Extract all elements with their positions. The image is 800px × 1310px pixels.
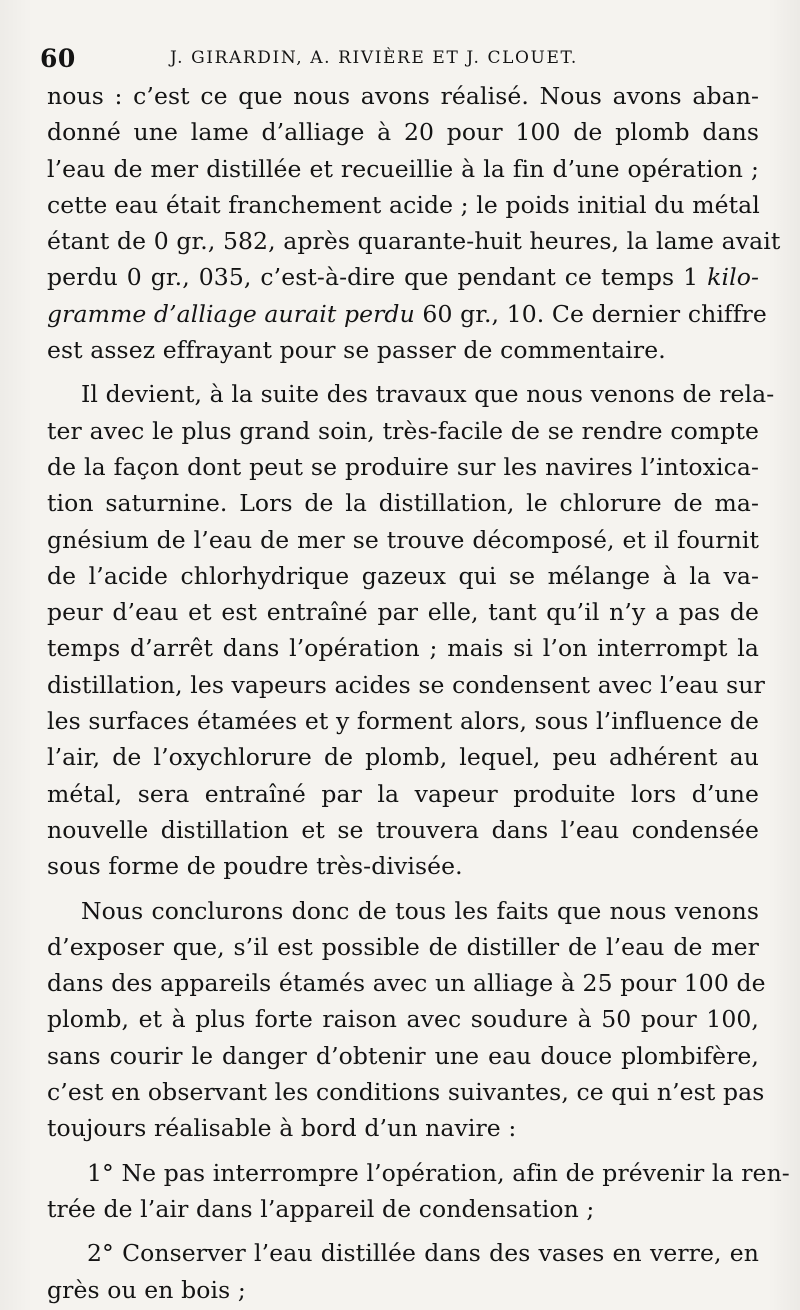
paragraph-3: [47, 893, 766, 1147]
text-line: perdu 0 gr., 035, c’est-à-dire que pendant ce temps 1 kilo-: [47, 263, 759, 292]
text-line: métal, sera entraîné par la vapeur produite lors d’une: [47, 779, 759, 808]
running-head-authors: J. GIRARDIN, A. RIVIÈRE ET J. CLOUET.: [170, 48, 578, 68]
text-line: de l’acide chlorhydrique gazeux qui se mélange à la va-: [47, 561, 759, 590]
text-line: Il devient, à la suite des travaux que nous venons de rela-: [81, 380, 775, 409]
text-line: ter avec le plus grand soin, très-facile de se rendre compte: [47, 416, 759, 445]
text-line: de la façon dont peut se produire sur les navires l’intoxica-: [47, 452, 759, 481]
text-line: temps d’arrêt dans l’opération ; mais si l’on interrompt la: [47, 634, 759, 663]
body-text: [47, 78, 790, 1308]
text-line: cette eau était franchement acide ; le poids initial du métal: [47, 190, 760, 219]
text-line: 2° Conserver l’eau distillée dans des vases en verre, en: [87, 1239, 759, 1268]
page-number: 60: [40, 44, 76, 73]
text-line: gramme d’alliage aurait perdu 60 gr., 10. Ce dernier chiffre: [47, 299, 767, 328]
text-line: 1° Ne pas interrompre l’opération, afin de prévenir la ren-: [87, 1158, 790, 1187]
text-line: trée de l’air dans l’appareil de condensation ;: [47, 1194, 595, 1223]
text-line: nous : c’est ce que nous avons réalisé. Nous avons aban-: [47, 82, 759, 110]
text-line: l’air, de l’oxychlorure de plomb, lequel, peu adhérent au: [47, 743, 759, 772]
text-line: c’est en observant les conditions suivantes, ce qui n’est pas: [47, 1078, 765, 1107]
text-line: grès ou en bois ;: [47, 1275, 246, 1304]
text-line: plomb, et à plus forte raison avec soudure à 50 pour 100,: [47, 1005, 759, 1034]
condition-item-2: [47, 1235, 759, 1308]
text-line: d’exposer que, s’il est possible de distiller de l’eau de mer: [47, 932, 759, 961]
text-line: étant de 0 gr., 582, après quarante-huit heures, la lame avait: [47, 227, 781, 256]
text-line: sous forme de poudre très-divisée.: [47, 852, 463, 881]
text-line: est assez effrayant pour se passer de commentaire.: [47, 336, 666, 365]
text-line: gnésium de l’eau de mer se trouve décomposé, et il fournit: [47, 525, 759, 554]
text-line: sans courir le danger d’obtenir une eau douce plombifère,: [47, 1041, 759, 1070]
paragraph-1: [47, 78, 781, 368]
text-line: toujours réalisable à bord d’un navire :: [47, 1114, 517, 1143]
text-line: tion saturnine. Lors de la distillation, le chlorure de ma-: [47, 489, 759, 518]
condition-item-1: [47, 1155, 790, 1228]
text-line: distillation, les vapeurs acides se condensent avec l’eau sur: [47, 670, 765, 699]
text-line: peur d’eau et est entraîné par elle, tant qu’il n’y a pas de: [47, 598, 759, 627]
paragraph-2: [47, 376, 775, 884]
text-line: dans des appareils étamés avec un alliage à 25 pour 100 de: [47, 969, 766, 998]
running-head: [40, 38, 760, 74]
text-line: Nous conclurons donc de tous les faits que nous venons: [81, 896, 759, 925]
text-line: les surfaces étamées et y forment alors, sous l’influence de: [47, 707, 759, 736]
text-line: l’eau de mer distillée et recueillie à la fin d’une opération ;: [47, 154, 759, 183]
text-line: donné une lame d’alliage à 20 pour 100 de plomb dans: [47, 118, 759, 147]
text-line: nouvelle distillation et se trouvera dans l’eau condensée: [47, 815, 759, 844]
